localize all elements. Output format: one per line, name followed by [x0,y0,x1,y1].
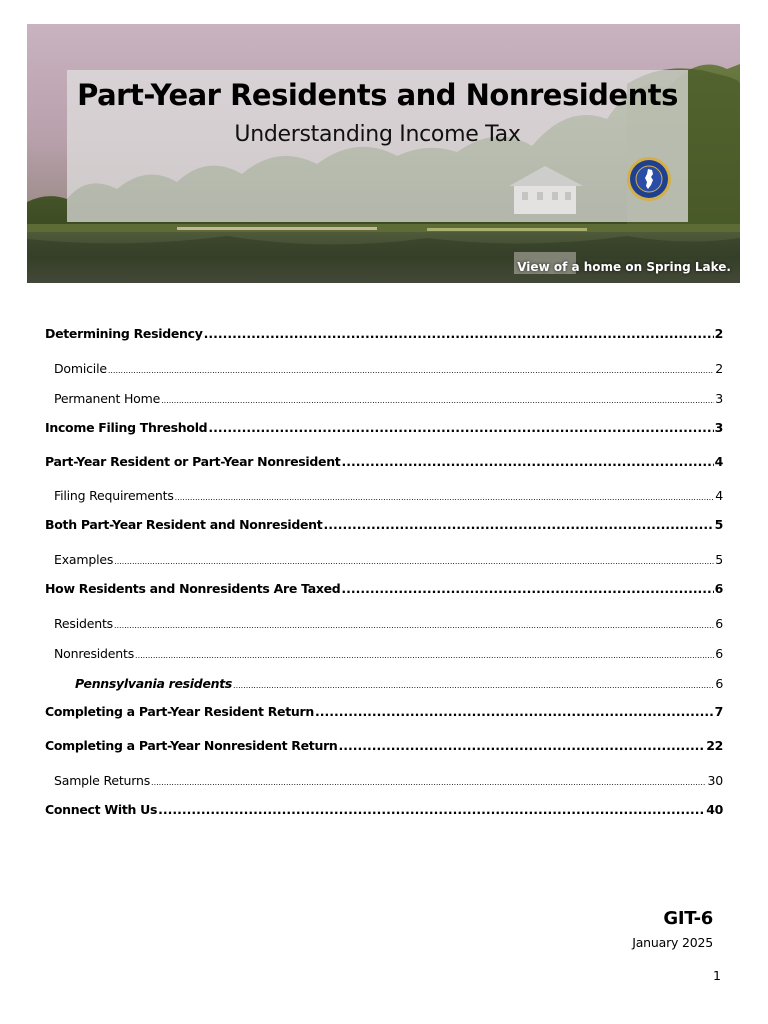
toc-entry-page: 2 [715,361,723,376]
cover-banner [27,24,740,283]
toc-entry-label: Completing a Part-Year Nonresident Return [45,738,338,753]
toc-entry-label: Domicile [54,361,107,376]
document-title: Part-Year Residents and Nonresidents [77,78,678,112]
toc-entry[interactable] [45,391,723,406]
toc-leader-dots [208,420,713,435]
publication-date: January 2025 [632,935,713,950]
toc-entry-page: 6 [715,646,723,661]
photo-caption: View of a home on Spring Lake. [517,260,731,274]
toc-leader-dots [339,738,706,753]
toc-entry-page: 40 [706,802,723,817]
document-code: GIT-6 [663,908,713,929]
title-panel [67,70,688,222]
toc-entry[interactable] [45,552,723,567]
toc-entry-label: Residents [54,616,113,631]
toc-entry-label: Nonresidents [54,646,135,661]
toc-entry-page: 3 [714,420,723,435]
toc-entry-label: Filing Requirements [54,488,174,503]
toc-entry-label: Determining Residency [45,326,203,341]
page-number: 1 [713,968,721,983]
toc-entry-page: 6 [715,616,723,631]
toc-entry[interactable] [45,361,723,376]
toc-entry-page: 2 [714,326,723,341]
toc-entry-label: Part-Year Resident or Part-Year Nonresident [45,454,341,469]
toc-leader-dots [161,391,714,406]
toc-entry-label: Both Part-Year Resident and Nonresident [45,517,323,532]
toc-entry[interactable] [45,488,723,503]
toc-entry-page: 22 [706,738,723,753]
toc-entry-page: 5 [715,552,723,567]
toc-entry-page: 30 [707,773,723,788]
toc-entry[interactable] [45,454,723,469]
toc-entry-page: 4 [715,488,723,503]
toc-leader-dots [341,581,713,596]
toc-leader-dots [135,646,714,661]
document-subtitle: Understanding Income Tax [234,122,521,147]
toc-leader-dots [114,552,714,567]
toc-leader-dots [108,361,714,376]
toc-entry-page: 3 [715,391,723,406]
toc-entry-label: Examples [54,552,114,567]
toc-entry[interactable] [45,676,723,691]
toc-entry[interactable] [45,704,723,719]
toc-entry[interactable] [45,517,723,532]
toc-entry-label: Permanent Home [54,391,161,406]
toc-leader-dots [158,802,705,817]
toc-entry-page: 5 [714,517,723,532]
toc-entry[interactable] [45,773,723,788]
toc-leader-dots [114,616,714,631]
toc-leader-dots [323,517,713,532]
toc-entry[interactable] [45,616,723,631]
toc-entry-page: 6 [714,581,723,596]
toc-leader-dots [315,704,714,719]
toc-entry-page: 7 [714,704,723,719]
toc-leader-dots [204,326,714,341]
toc-entry-label: Completing a Part-Year Resident Return [45,704,314,719]
toc-entry[interactable] [45,802,723,817]
toc-entry[interactable] [45,326,723,341]
toc-entry-label: How Residents and Nonresidents Are Taxed [45,581,341,596]
toc-leader-dots [341,454,713,469]
toc-entry[interactable] [45,646,723,661]
toc-entry[interactable] [45,581,723,596]
toc-leader-dots [233,676,714,691]
toc-leader-dots [175,488,715,503]
toc-entry[interactable] [45,738,723,753]
toc-entry-label: Sample Returns [54,773,151,788]
nj-division-of-taxation-seal-icon [626,156,672,202]
toc-entry[interactable] [45,420,723,435]
toc-entry-page: 4 [714,454,723,469]
toc-entry-label: Income Filing Threshold [45,420,208,435]
toc-entry-page: 6 [715,676,723,691]
toc-entry-label: Connect With Us [45,802,158,817]
toc-leader-dots [151,773,706,788]
toc-entry-label: Pennsylvania residents [75,676,233,691]
